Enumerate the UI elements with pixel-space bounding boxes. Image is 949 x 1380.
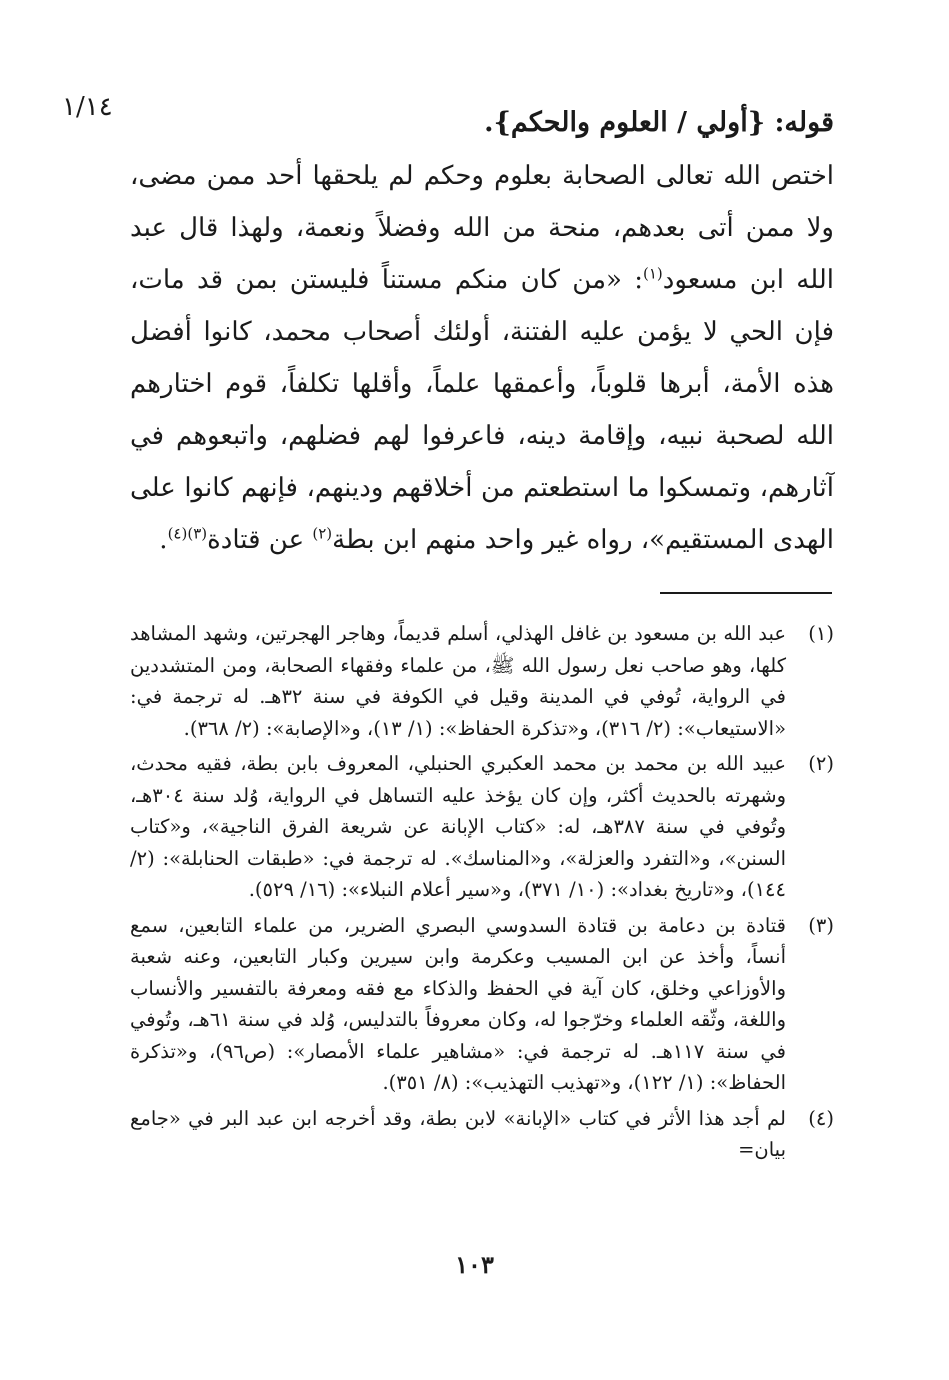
page-number: ١٠٣: [455, 1250, 494, 1279]
footnote-text: لم أجد هذا الأثر في كتاب «الإبانة» لابن بطة، وقد أخرجه ابن عبد البر في «جامع بيان=: [130, 1106, 786, 1161]
section-heading: [130, 96, 834, 150]
footnote-ref-4[interactable]: (٤): [167, 524, 188, 543]
body-part-3: عن قتادة: [207, 525, 313, 555]
footnote-text: قتادة بن دعامة بن قتادة السدوسي البصري الضرير، من علماء التابعين، سمع أنساً، وأخذ عن ابن المسيب وعكرمة وابن سيرين وكبار التابعين، وعنه شعبة والأوزاعي وخلق، كان آية في الحفظ والذكاء مع فقه ومعرفة بالتفسير والأنساب واللغة، وثّقه العلماء وخرّجوا له، وكان معروفاً بالتدليس، وُلد في سنة ٦١هـ، وتُوفي في سنة ١١٧هـ. له ترجمة في: «مشاهير علماء الأمصار»: (ص٩٦)، و«تذكرة الحفاظ»: (١/ ١٢٢)، و«تهذيب التهذيب»: (٨/ ٣٥١).: [130, 913, 786, 1094]
footnote-text: عبد الله بن مسعود بن غافل الهذلي، أسلم قديماً، وهاجر الهجرتين، وشهد المشاهد كلها، وهو صاحب نعل رسول الله ﷺ، من علماء وفقهاء الصحابة، ومن المتشددين في الرواية، تُوفي في المدينة وقيل في الكوفة في سنة ٣٢هـ. له ترجمة في: «الاستيعاب»: (٢/ ٣١٦)، و«تذكرة الحفاظ»: (١/ ١٣)، و«الإصابة»: (٢/ ٣٦٨).: [130, 622, 786, 740]
footnote-ref-3[interactable]: (٣): [187, 524, 208, 543]
footnote-ref-1[interactable]: (١): [642, 264, 663, 283]
footnote-ref-2[interactable]: (٢): [312, 524, 333, 543]
body-part-4: .: [159, 525, 168, 555]
footnote-number: (٤): [808, 1106, 834, 1130]
footnotes-section: [130, 618, 834, 1170]
heading-prefix: قوله:: [765, 107, 834, 138]
footnote-number: (١): [808, 622, 834, 645]
footnote-number: (٣): [808, 913, 834, 937]
footnote-text: عبيد الله بن محمد بن محمد العكبري الحنبلي، المعروف بابن بطة، فقيه محدث، وشهرته بالحديث أكثر، وإن كان يؤخذ عليه التساهل في الرواية، وُلد سنة ٣٠٤هـ، وتُوفي في سنة ٣٨٧هـ، له: «كتاب الإبانة عن شريعة الفرق الناجية»، و«كتاب السنن»، و«التفرد والعزلة»، و«المناسك». له ترجمة في: «طبقات الحنابلة»: (٢/ ١٤٤)، و«تاريخ بغداد»: (١٠/ ٣٧١)، و«سير أعلام النبلاء»: (١٦/ ٥٢٩).: [130, 752, 787, 901]
main-text-block: [130, 96, 834, 566]
heading-suffix: .: [484, 107, 494, 138]
footnote: [130, 910, 834, 1099]
footnote: [130, 618, 834, 744]
footnote: [130, 748, 834, 906]
footnote: [130, 1103, 834, 1166]
margin-reference: ١/١٤: [62, 92, 113, 122]
body-part-2: : «من كان منكم مستناً فليستن بمن قد مات، فإن الحي لا يؤمن عليه الفتنة، أولئك أصحاب محمد، كانوا أفضل هذه الأمة، أبرها قلوباً، وأعمقها علماً، وأقلها تكلفاً، قوم اختارهم الله لصحبة نبيه، وإقامة دينه، فاعرفوا لهم فضلهم، واتبعوهم في آثارهم، وتمسكوا ما استطعتم من أخلاقهم ودينهم، فإنهم كانوا على الهدى المستقيم»، رواه غير واحد منهم ابن بطة: [130, 265, 834, 555]
body-paragraph: [130, 150, 834, 566]
footnote-separator: [660, 592, 832, 594]
footnote-number: (٢): [808, 752, 834, 775]
heading-quote: {أولي / العلوم والحكم}: [493, 107, 766, 138]
body-part-1: اختص الله تعالى الصحابة بعلوم وحكم لم يلحقها أحد ممن مضى، ولا ممن أتى بعدهم، منحة من الله وفضلاً ونعمة، ولهذا قال عبد الله ابن مسعود: [130, 161, 834, 295]
